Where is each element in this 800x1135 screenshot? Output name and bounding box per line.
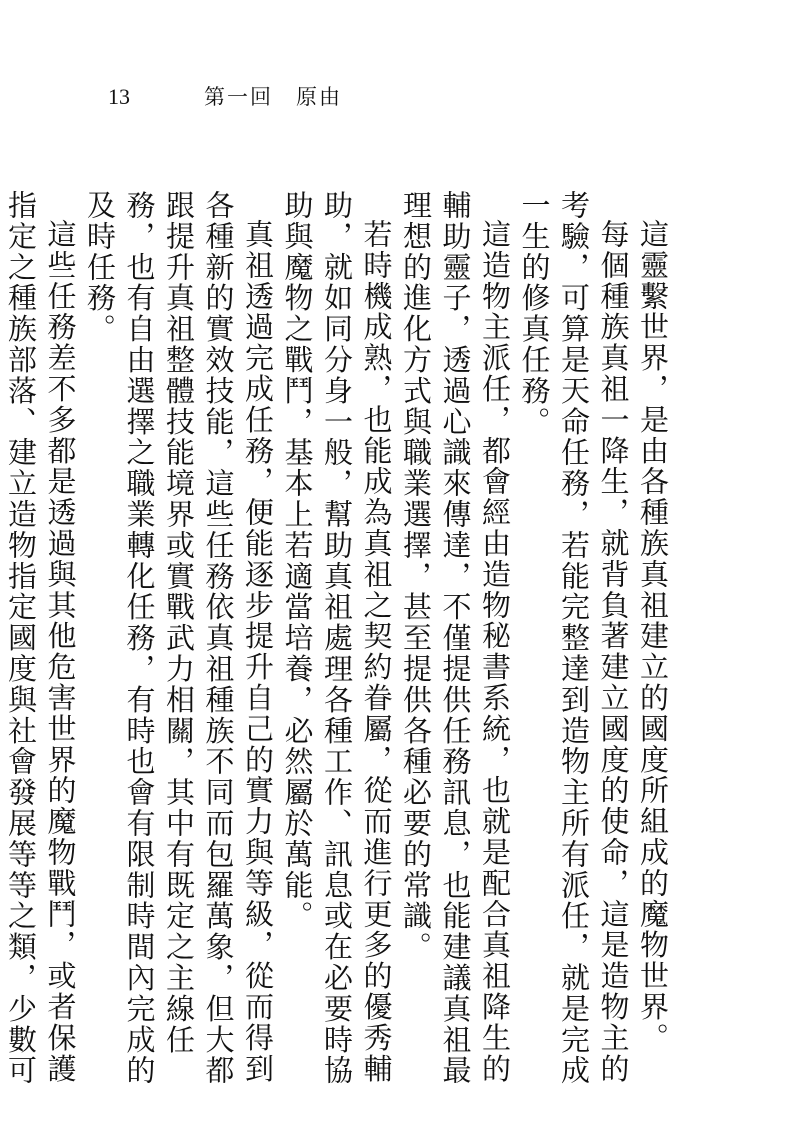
paragraph: 這造物主派任，都會經由造物秘書系統，也就是配合真祖降生的輔助靈子，透過心識來傳達，不僅提供任務訊息，也能建議真祖最理想的進化方式與職業選擇，甚至提供各種必要的常識。 [399,190,512,1087]
page-number: 13 [108,84,130,109]
page-header [0,0,800,120]
body-text [0,190,672,1102]
paragraph: 這靈繫世界，是由各種族真祖建立的國度所組成的魔物世界。 [636,219,670,1054]
paragraph: 每個種族真祖一降生，就背負著建立國度的使命，這是造物主的考驗，可算是天命任務，若能完整達到造物主所有派任，就是完成一生的修真任務。 [517,190,631,1087]
chapter-title: 第一回 原由 [204,85,342,109]
paragraph: 真祖透過完成任務，便能逐步提升自己的實力與等級，從而得到各種新的實效技能，這些任務依真祖種族不同而包羅萬象，但大都跟提升真祖整體技能境界或實戰武力相關，其中有既定之主線任務，也有自由選擇之職業轉化任務，有時也會有限制時間內完成的及時任務。 [83,190,275,1087]
paragraph: 這些任務差不多都是透過與其他危害世界的魔物戰鬥，或者保護指定之種族部落、建立造物指定國度與社會發展等等之類，少數可 [4,190,78,1087]
paragraph: 若時機成熟，也能成為真祖之契約眷屬，從而進行更多的優秀輔助，就如同分身一般，幫助真祖處理各種工作、訊息或在必要時協助與魔物之戰鬥，基本上若適當培養，必然屬於萬能。 [280,190,394,1087]
